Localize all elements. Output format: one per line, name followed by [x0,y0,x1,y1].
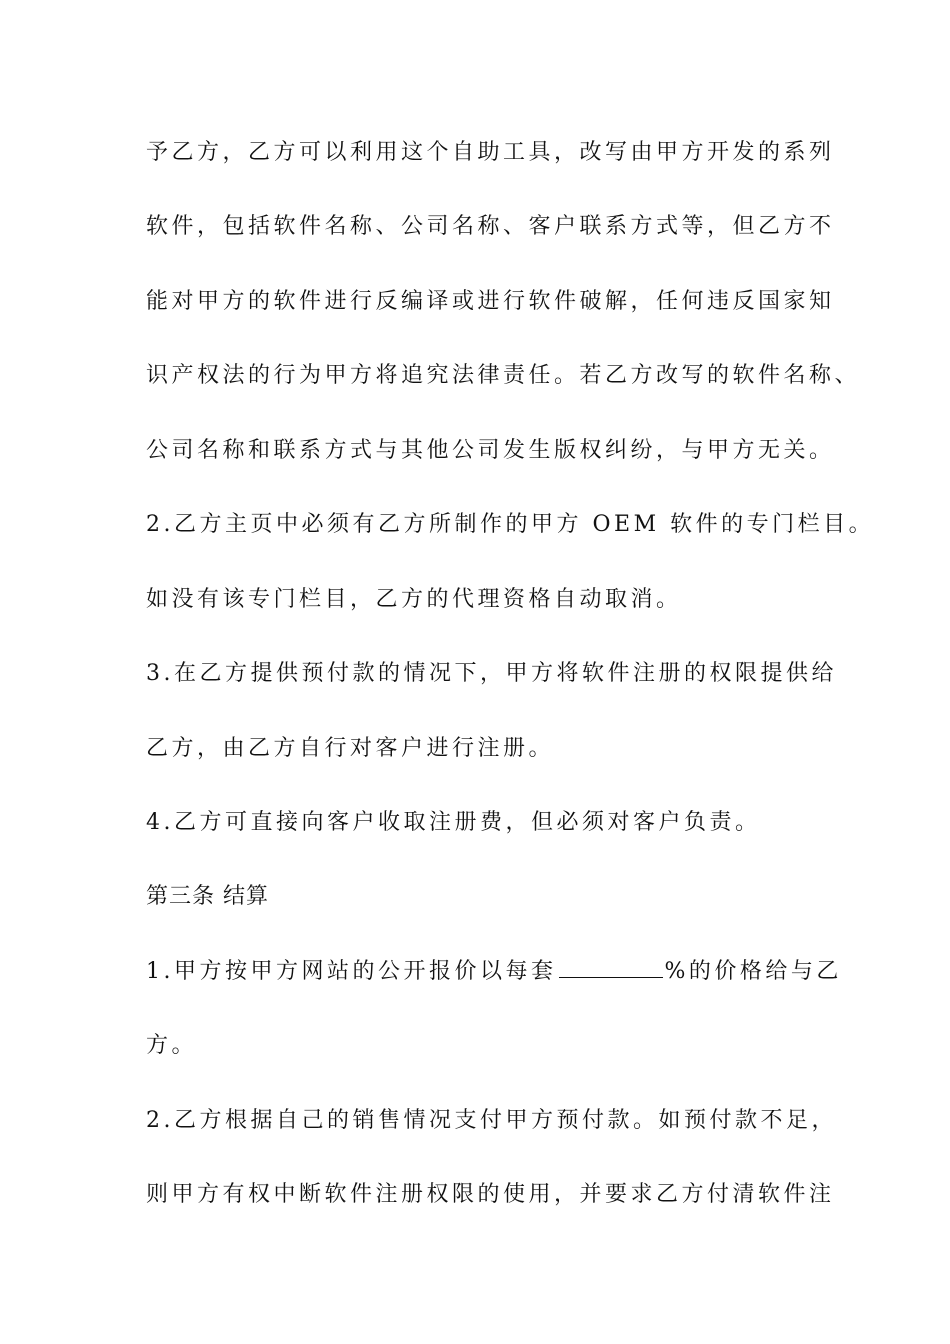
fill-in-blank [559,956,663,978]
text-line: 软件，包括软件名称、公司名称、客户联系方式等，但乙方不 [146,214,835,239]
text-line: 公司名称和联系方式与其他公司发生版权纠纷，与甲方无关。 [146,438,835,463]
text-line: 能对甲方的软件进行反编译或进行软件破解，任何违反国家知 [146,289,835,314]
clause-4-line: 4.乙方可直接向客户收取注册费，但必须对客户负责。 [146,810,761,835]
text-line: 则甲方有权中断软件注册权限的使用，并要求乙方付清软件注 [146,1182,835,1207]
clause-1-prefix: 1.甲方按甲方网站的公开报价以每套 [146,959,557,984]
text-line: 如没有该专门栏目，乙方的代理资格自动取消。 [146,587,682,612]
clause-2-line: 2.乙方主页中必须有乙方所制作的甲方 OEM 软件的专门栏目。 [146,512,875,537]
section-heading: 第三条 结算 [146,884,269,909]
clause-3-line: 3.在乙方提供预付款的情况下，甲方将软件注册的权限提供给 [146,661,837,686]
clause-1-suffix: %的价格给与乙 [664,959,842,984]
text-line: 乙方，由乙方自行对客户进行注册。 [146,736,555,761]
text-line: 予乙方，乙方可以利用这个自助工具，改写由甲方开发的系列 [146,140,835,165]
text-line: 方。 [146,1033,198,1058]
settlement-clause-2: 2.乙方根据自己的销售情况支付甲方预付款。如预付款不足， [146,1108,837,1133]
text-line: 识产权法的行为甲方将追究法律责任。若乙方改写的软件名称、 [146,363,861,388]
settlement-clause-1 [146,954,846,990]
